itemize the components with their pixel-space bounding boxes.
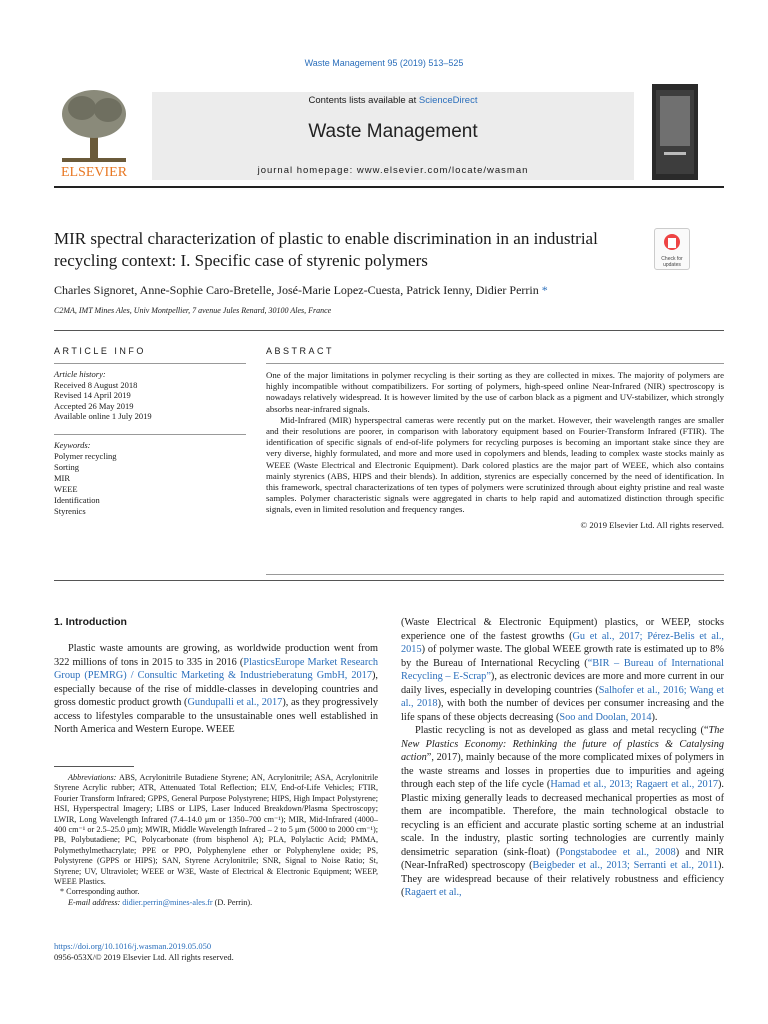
- abstract-paragraph: Mid-Infrared (MIR) hyperspectral cameras were recently put on the market. However, their wavelength ranges are smaller and their resolutions are poorer, in comparison with laboratory equipment based on Fourier-Transform Infrared (FTIR). The identification of specific signals of end-of-life polymers for recycling purposes is becoming an important stake since they are very diverse, highly formulated, and more and more used in copolymers and blends, leading to complex waste stocks mainly as WEEE (Waste Electrical and Electronic Equipment). Dark colored plastics are the major part of WEEE, which also contains mainly styrenics (ABS, HIPS and their blends). In addition, styrenics are especially concerned by the need of identification. In this framework, spectral characterizations of ten types of polymers were scrutinized through about eighty pristine and real waste samples. Polymer characteristic signals were aggregated in charts to help rapid and automatized distinction through specific signals, even in limited resolution and frequency ranges.: [266, 414, 724, 515]
- corresponding-author-note: * Corresponding author.: [60, 887, 140, 897]
- body-paragraph: Plastic waste amounts are growing, as worldwide production went from 322 millions of tons in 2015 to 335 in 2016 (PlasticsEurope Market Research Group (PEMRG) / Consultic Marketing & Industrieberatung GmbH, 2017), especially because of the rise of middle-classes in developing countries and gross domestic product growth (Gundupalli et al., 2017), as they progressively access to lifestyles comparable to the unsustainable ones well established in North America and Western Europe. WEEE: [54, 643, 378, 735]
- publication-footer: [54, 941, 234, 962]
- keyword-item: Styrenics: [54, 506, 86, 516]
- abstract-paragraph: One of the major limitations in polymer recycling is their sorting as they are collected in mixes. The majority of polymers are highly incompatible without compatibilizers. For sorting of polymers, high-speed online Near-Infrared (NIR) spectroscopy is nowadays relatively widespread. It is however limited by the use of carbon black as a pigment and UV-stabilizer, which strongly absorbs near-infrared signals.: [266, 370, 724, 414]
- contents-prefix: Contents lists available at: [308, 95, 419, 106]
- abstract-body: [266, 370, 724, 531]
- section-heading-introduction: 1. Introduction: [54, 616, 127, 628]
- body-column-left: [54, 642, 378, 737]
- divider: [54, 580, 724, 581]
- body-paragraph: (Waste Electrical & Electronic Equipment) plastics, or WEEP, stocks experience one of the fastest growths (Gu et al., 2017; Pérez-Belis et al., 2015) of polymer waste. The global WEEE growth rate is estimated up to 8% by the Bureau of International Recycling (“BIR – Bureau of International Recycling – E-Scrap”), as electronic devices are more and more current in our daily lives, especially in developing countries (Salhofer et al., 2016; Wang et al., 2018), with both the number of devices per consumer increasing and the life spans of these objects decreasing (Soo and Doolan, 2014).: [401, 617, 725, 723]
- citation-link[interactable]: PlasticsEurope Market Research Group (PEMRG) / Consultic Marketing & Industrieberatung GmbH, 2017: [54, 656, 378, 681]
- history-item: Available online 1 July 2019: [54, 411, 152, 421]
- check-for-updates-badge[interactable]: [654, 228, 690, 270]
- article-history: [54, 369, 152, 422]
- article-info-heading: ARTICLE INFO: [54, 346, 146, 356]
- doi-link[interactable]: https://doi.org/10.1016/j.wasman.2019.05.050: [54, 941, 212, 951]
- tree-icon: [54, 84, 134, 180]
- issn-line: 0956-053X/© 2019 Elsevier Ltd. All rights reserved.: [54, 951, 234, 962]
- abstract-heading: ABSTRACT: [266, 346, 335, 356]
- keyword-item: MIR: [54, 473, 71, 483]
- footnote-rule: [54, 766, 134, 767]
- journal-homepage[interactable]: journal homepage: www.elsevier.com/locate/wasman: [257, 165, 529, 176]
- article-title: MIR spectral characterization of plastic to enable discrimination in an industrial recycling context: I. Specific case of styrenic polymers: [54, 229, 598, 270]
- contents-line: [152, 95, 634, 106]
- keyword-item: Identification: [54, 495, 100, 505]
- author-list: [54, 283, 548, 298]
- journal-reference-link[interactable]: Waste Management 95 (2019) 513–525: [304, 58, 464, 68]
- divider: [54, 363, 246, 364]
- citation-link[interactable]: Ragaert et al.,: [404, 887, 462, 898]
- divider: [266, 363, 724, 364]
- journal-cover-thumbnail: [652, 84, 698, 180]
- keywords-label: Keywords:: [54, 440, 91, 450]
- keyword-item: WEEE: [54, 484, 78, 494]
- citation-link[interactable]: Soo and Doolan, 2014: [559, 711, 652, 723]
- body-paragraph: Plastic recycling is not as developed as glass and metal recycling (“The New Plastics Economy: Rethinking the future of plastics & Catalysing action”, 2017), mainly because of the more complicated mixes of polymers in the waste streams and losses in properties due to impurities and ageing through each step of the life cycle (Hamad et al., 2013; Ragaert et al., 2017). Plastic mixing generally leads to decreased mechanical properties as most of them are incompatible. Therefore, the main technological obstacle to recycling is an efficient and accurate plastic sorting scheme at an industrial scale. In the industry, plastic sorting technologies are currently mainly densimetric separation (sink-float) (Pongstabodee et al., 2008) and NIR (Near-InfraRed) spectroscopy (Beigbeder et al., 2013; Serranti et al., 2011). They are widespread because of their relatively robustness and efficiency (Ragaert et al.,: [401, 725, 725, 898]
- bookmark-icon: [662, 232, 682, 254]
- history-item: Received 8 August 2018: [54, 379, 138, 390]
- corresponding-author-mark[interactable]: *: [541, 283, 548, 297]
- history-label: Article history:: [54, 369, 106, 379]
- abbreviations-footnote: Abbreviations: ABS, Acrylonitrile Butadiene Styrene; AN, Acrylonitrile; ASA, Acrylonitrile Styrene Acrylic rubber; ATR, Attenuated Total Reflection; ELV, End-of-Life Vehicles; FTIR, Fourier Transform Infrared; GPPS, General Purpose Polystyrene; HIPS, High Impact Polystyrene; HSI, Hyperspectral Imagery; LIBS or LIPS, Laser Induced Breakdown/Plasma Spectroscopy; LWIR, Long Wavelength Infrared (7.4–14.0 μm or 1350–700 cm⁻¹); MIR, Mid-Infrared (4000–400 cm⁻¹ or 2.5–25.0 μm); MWIR, Middle Wavelength Infrared – 2 to 5 μm (5000 to 2000 cm⁻¹); PB, Polybutadiene; PC, Polycarbonate (from bisphenol A); PLA, Polylactic Acid; PMMA, Polymethylmethacrylate; PPE or PPO, Polyphenylene ether or Polyphenylene oxide; PS, Polystyrene (GPPS or HIPS); SAN, Styrene Acrylonitrile; SNR, Signal to Noise Ratio; St, Styrene; UV, Ultraviolet; WEEE or W3E, Waste of Electrical & Electronic Equipment; WEEP, WEEE Plastics.: [54, 773, 378, 887]
- keyword-item: Sorting: [54, 462, 80, 472]
- journal-title: Waste Management: [308, 121, 478, 142]
- header-rule: [54, 186, 724, 188]
- divider: [54, 434, 246, 435]
- keyword-item: Polymer recycling: [54, 451, 117, 461]
- email-link[interactable]: didier.perrin@mines-ales.fr: [122, 897, 213, 907]
- email-footnote: E-mail address: didier.perrin@mines-ales.fr (D. Perrin).: [68, 897, 253, 907]
- divider: [266, 574, 724, 575]
- citation-link[interactable]: Beigbeder et al., 2013; Serranti et al., 2011: [532, 860, 718, 871]
- history-item: Accepted 26 May 2019: [54, 400, 134, 411]
- copyright-notice: © 2019 Elsevier Ltd. All rights reserved.: [580, 519, 724, 530]
- keywords: [54, 440, 117, 517]
- authors-text: Charles Signoret, Anne-Sophie Caro-Bretelle, José-Marie Lopez-Cuesta, Patrick Ienny, Didier Perrin: [54, 283, 539, 297]
- footnotes: [54, 773, 378, 908]
- history-item: Revised 14 April 2019: [54, 390, 131, 400]
- elsevier-wordmark: ELSEVIER: [60, 165, 128, 180]
- body-column-right: [401, 616, 724, 900]
- divider: [54, 330, 724, 331]
- citation-link[interactable]: “BIR – Bureau of International Recycling – E-Scrap”: [401, 657, 724, 682]
- citation-link[interactable]: Pongstabodee et al., 2008: [559, 846, 676, 858]
- citation-link[interactable]: Gundupalli et al., 2017: [187, 697, 283, 708]
- check-badge-label: Check for updates: [661, 256, 683, 268]
- citation-link[interactable]: Gu et al., 2017; Pérez-Belis et al., 2015: [401, 630, 724, 655]
- elsevier-logo: [54, 84, 134, 180]
- citation-link[interactable]: Hamad et al., 2013; Ragaert et al., 2017: [550, 779, 718, 790]
- affiliation: C2MA, IMT Mines Ales, Univ Montpellier, 7 avenue Jules Renard, 30100 Ales, France: [54, 306, 332, 315]
- sciencedirect-link[interactable]: ScienceDirect: [418, 95, 478, 106]
- citation-link[interactable]: Salhofer et al., 2016; Wang et al., 2018: [401, 684, 724, 709]
